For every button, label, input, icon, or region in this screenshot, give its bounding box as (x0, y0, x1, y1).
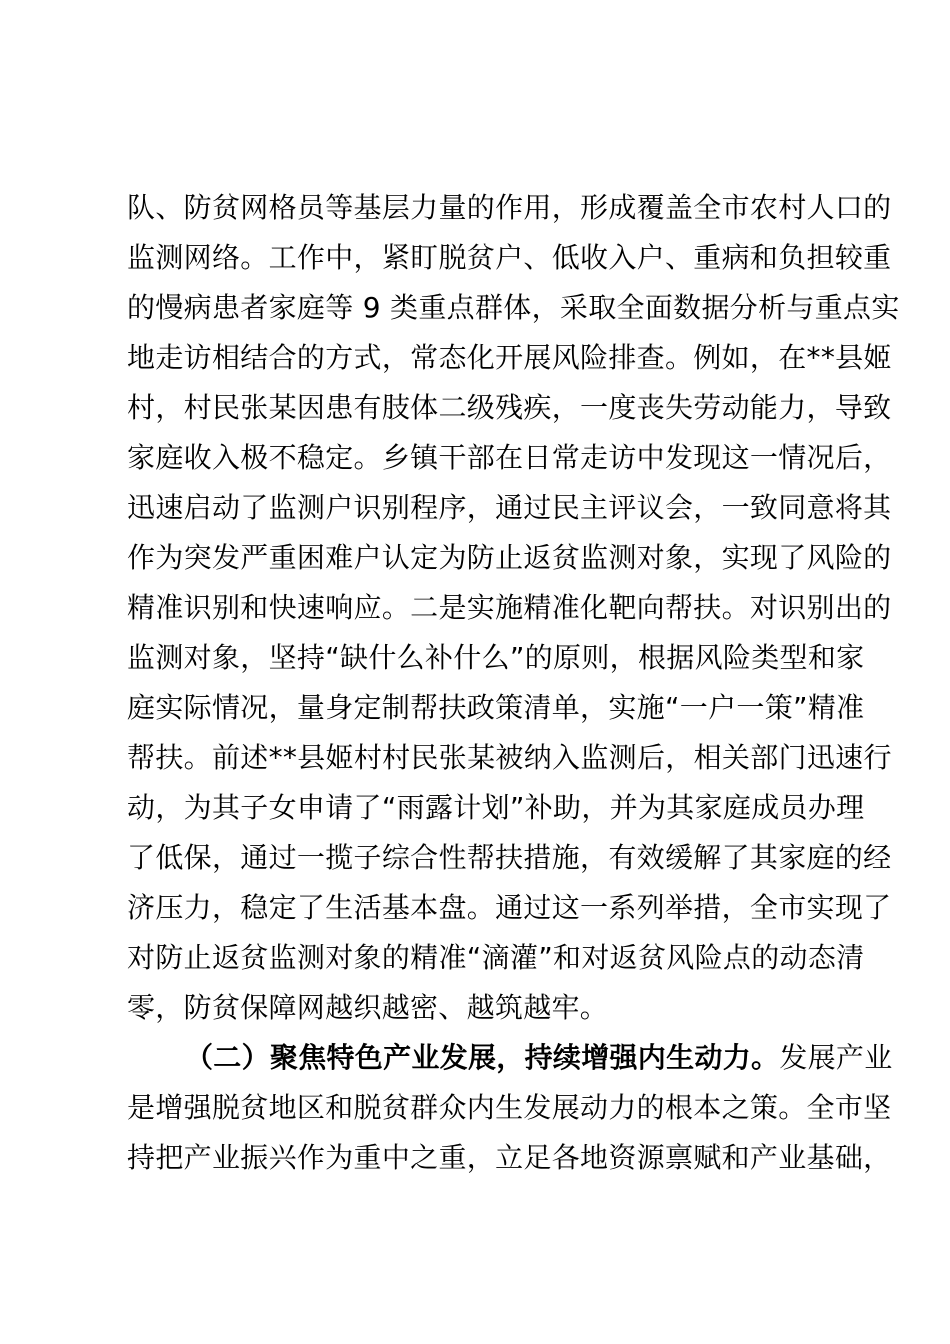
heading-continuation: 发展产业 (779, 1041, 893, 1074)
text-line: 村 ， 村 民 张 某 因 患 有 肢 体 二 级 残 疾 ， 一 度 丧 失 劳 动 能 力 ， 导 致 (127, 391, 892, 424)
text-line: 帮 扶 。 前 述 * * 县 姬 村 村 民 张 某 被 纳 入 监 测 后 ， 相 关 部 门 迅 速 行 (127, 741, 892, 774)
document-page (127, 183, 900, 1183)
text-line: 零，防贫保障网越织越密、越筑越牢。 (127, 991, 609, 1024)
text-line: 监 测 对 象 ， 坚 持 “ 缺 什 么 补 什 么 ” 的 原 则 ， 根 据 风 险 类 型 和 家 (127, 641, 865, 674)
text-line: 迅 速 启 动 了 监 测 户 识 别 程 序 ， 通 过 民 主 评 议 会 ， 一 致 同 意 将 其 (127, 491, 892, 524)
section-heading-line (127, 1033, 893, 1083)
text-line: 作 为 突 发 严 重 困 难 户 认 定 为 防 止 返 贫 监 测 对 象 ， 实 现 了 风 险 的 (127, 541, 892, 574)
text-line: 家 庭 收 入 极 不 稳 定 。 乡 镇 干 部 在 日 常 走 访 中 发 现 这 一 情 况 后 ， (127, 441, 892, 474)
text-line: 庭 实 际 情 况 ， 量 身 定 制 帮 扶 政 策 清 单 ， 实 施 “ 一 户 一 策 ” 精 准 (127, 691, 865, 724)
paragraph-monitoring (127, 183, 900, 1033)
text-line: 精 准 识 别 和 快 速 响 应 。 二 是 实 施 精 准 化 靶 向 帮 扶 。 对 识 别 出 的 (127, 591, 892, 624)
section-heading: （二）聚焦特色产业发展，持续增强内生动力。 (185, 1041, 780, 1074)
text-line: 济 压 力 ， 稳 定 了 生 活 基 本 盘 。 通 过 这 一 系 列 举 措 ， 全 市 实 现 了 (127, 891, 892, 924)
text-line: 动 ， 为 其 子 女 申 请 了 “ 雨 露 计 划 ” 补 助 ， 并 为 其 家 庭 成 员 办 理 (127, 791, 865, 824)
text-line: 是 增 强 脱 贫 地 区 和 脱 贫 群 众 内 生 发 展 动 力 的 根 本 之 策 。 全 市 坚 (127, 1091, 892, 1124)
text-line: 了 低 保 ， 通 过 一 揽 子 综 合 性 帮 扶 措 施 ， 有 效 缓 解 了 其 家 庭 的 经 (127, 841, 892, 874)
text-line: 的 慢 病 患 者 家 庭 等 9 类 重 点 群 体 ， 采 取 全 面 数 据 分 析 与 重 点 实 (127, 291, 900, 324)
text-line: 持 把 产 业 振 兴 作 为 重 中 之 重 ， 立 足 各 地 资 源 禀 赋 和 产 业 基 础 ， (127, 1141, 892, 1174)
paragraph-industry (127, 1033, 893, 1183)
text-line: 队 、 防 贫 网 格 员 等 基 层 力 量 的 作 用 ， 形 成 覆 盖 全 市 农 村 人 口 的 (127, 191, 892, 224)
text-line: 地 走 访 相 结 合 的 方 式 ， 常 态 化 开 展 风 险 排 查 。 例 如 ， 在 * * 县 姬 (127, 341, 892, 374)
text-line: 监 测 网 络 。 工 作 中 ， 紧 盯 脱 贫 户 、 低 收 入 户 、 重 病 和 负 担 较 重 (127, 241, 892, 274)
text-line: 对 防 止 返 贫 监 测 对 象 的 精 准 “ 滴 灌 ” 和 对 返 贫 风 险 点 的 动 态 清 (127, 941, 865, 974)
